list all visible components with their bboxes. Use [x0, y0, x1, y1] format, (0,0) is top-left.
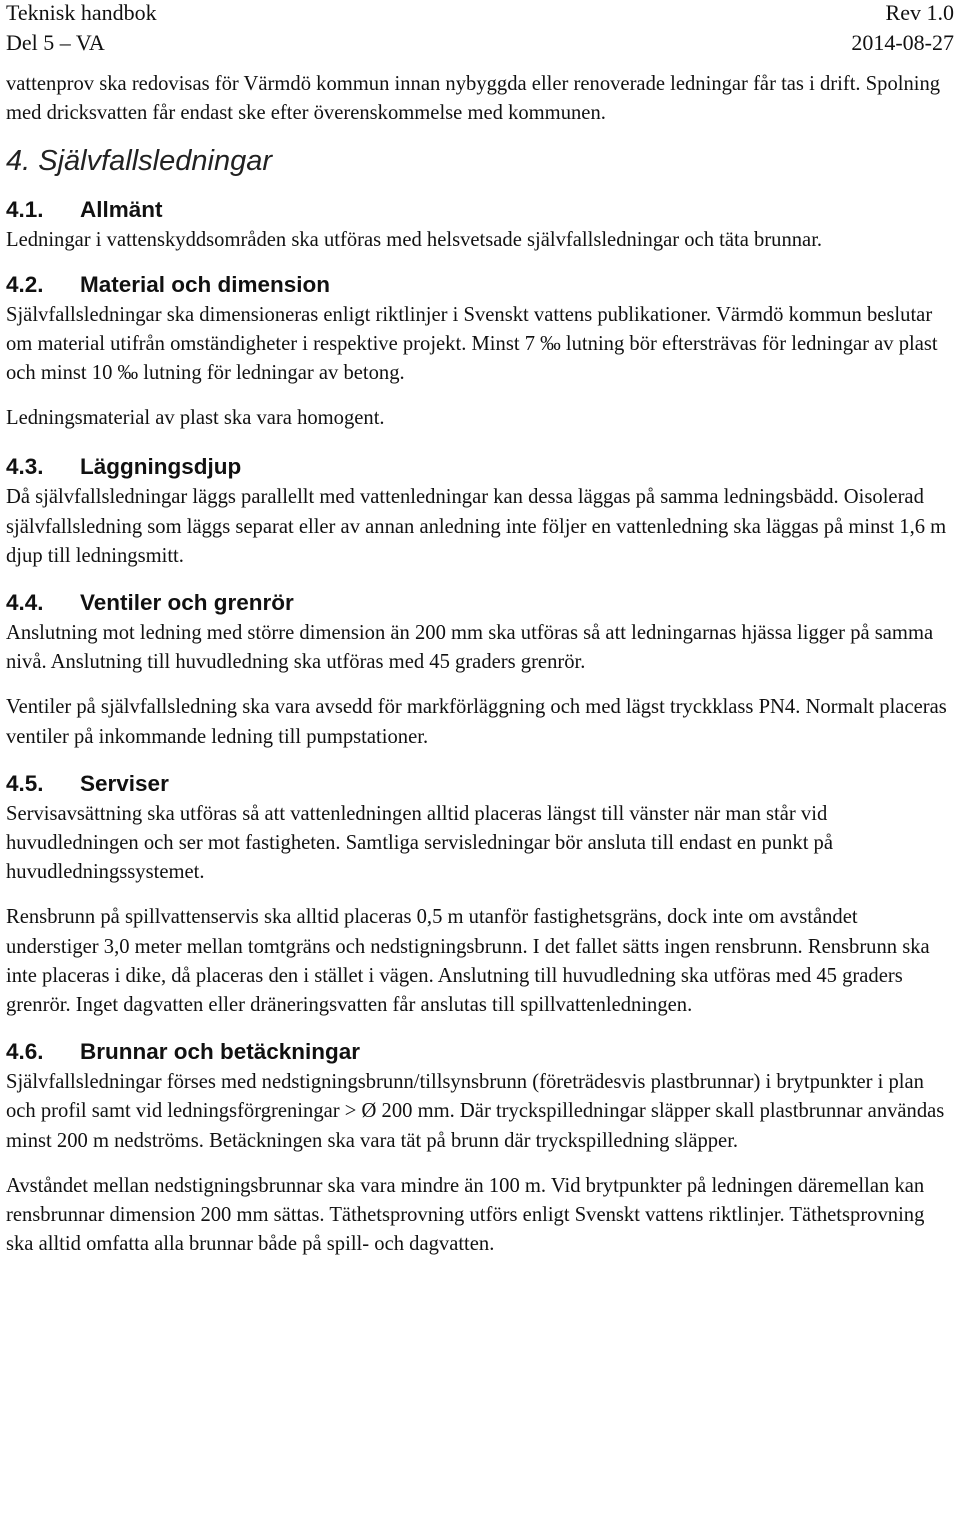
- section-heading-4-1: [6, 194, 950, 226]
- section-label: Del 5 – VA: [6, 30, 105, 55]
- section-number: 4.6.: [6, 1039, 44, 1065]
- paragraph: Ledningar i vattenskyddsområden ska utföras med helsvetsade självfallsledningar och täta brunnar.: [6, 229, 823, 252]
- chapter-title: 4. Självfallsledningar: [6, 145, 272, 178]
- section-heading-4-5: [6, 768, 950, 800]
- intro-paragraph: vattenprov ska redovisas för Värmdö kommun innan nybyggda eller renoverade ledningar får tas i drift. Spolning med dricksvatten får endast ske efter överenskommelse med kommunen.: [6, 73, 941, 125]
- section-number: 4.3.: [6, 454, 44, 480]
- section-number: 4.5.: [6, 770, 44, 796]
- paragraph: Självfallsledningar förses med nedstigningsbrunn/tillsynsbrunn (företrädesvis plastbrunnar) i brytpunkter i plan och profil samt vid ledningsförgreningar > Ø 200 mm. Där tryckspilledningar släpper skall plastbrunnar användas minst 200 m nedströms. Betäckningen ska vara tät på brunn där tryckspilledning släpper.: [6, 1071, 945, 1152]
- paragraph: Ledningsmaterial av plast ska vara homogent.: [6, 407, 385, 430]
- section-title: Läggningsdjup: [80, 454, 242, 480]
- document-title: Teknisk handbok: [6, 0, 157, 25]
- paragraph: Ventiler på självfallsledning ska vara avsedd för markförläggning och med lägst tryckklass PN4. Normalt placeras ventiler på inkommande ledning till pumpstationer.: [6, 696, 947, 748]
- paragraph: Rensbrunn på spillvattenservis ska alltid placeras 0,5 m utanför fastighetsgräns, dock inte om avståndet understiger 3,0 meter mellan tomtgräns och nedstigningsbrunn. I det fallet sätts ingen rensbrunn. Rensbrunn ska inte placeras i dike, då placeras den i stället i vägen. Anslutning till huvudledning ska utföras med 45 graders grenrör. Inget dagvatten eller dräneringsvatten får anslutas till spillvattenledningen.: [6, 906, 930, 1017]
- paragraph: Självfallsledningar ska dimensioneras enligt riktlinjer i Svenskt vattens publikationer. Värmdö kommun beslutar om material utifrån omständigheter i respektive projekt. Minst 7 ‰ lutning bör eftersträvas för ledningar av plast och minst 10 ‰ lutning för ledningar av betong.: [6, 303, 938, 385]
- revision-label: Rev 1.0: [885, 0, 954, 25]
- section-number: 4.2.: [6, 271, 44, 297]
- section-title: Ventiler och grenrör: [80, 590, 294, 616]
- section-title: Material och dimension: [80, 271, 331, 297]
- section-title: Allmänt: [80, 197, 163, 223]
- section-heading-4-6: [6, 1036, 950, 1068]
- paragraph: Avståndet mellan nedstigningsbrunnar ska vara mindre än 100 m. Vid brytpunkter på ledningen däremellan kan rensbrunnar dimension 200 mm sättas. Täthetsprovning utförs enligt Svenskt vattens riktlinjer. Täthetsprovning ska alltid omfatta alla brunnar både på spill- och dagvatten.: [6, 1174, 925, 1256]
- section-title: Brunnar och betäckningar: [80, 1039, 361, 1065]
- paragraph: Då självfallsledningar läggs parallellt med vattenledningar kan dessa läggas på samma ledningsbädd. Oisolerad självfallsledning som läggs separat eller av annan anledning inte följer en vattenledning ska läggas på minst 1,6 m djup till ledningsmitt.: [6, 486, 947, 567]
- section-number: 4.4.: [6, 590, 44, 616]
- document-date: 2014-08-27: [851, 30, 954, 55]
- section-heading-4-4: [6, 587, 950, 619]
- section-title: Serviser: [80, 770, 169, 796]
- section-heading-4-3: [6, 451, 950, 483]
- paragraph: Anslutning mot ledning med större dimension än 200 mm ska utföras så att ledningarnas hjässa ligger på samma nivå. Anslutning till huvudledning ska utföras med 45 graders grenrör.: [6, 622, 934, 674]
- section-number: 4.1.: [6, 197, 44, 223]
- document-body: [6, 70, 950, 1259]
- section-heading-4-2: [6, 269, 950, 301]
- paragraph: Servisavsättning ska utföras så att vattenledningen alltid placeras längst till vänster när man står vid huvudledningen och ser mot fastigheten. Samtliga servisledningar bör ansluta till endast en punkt på huvudledningssystemet.: [6, 802, 833, 884]
